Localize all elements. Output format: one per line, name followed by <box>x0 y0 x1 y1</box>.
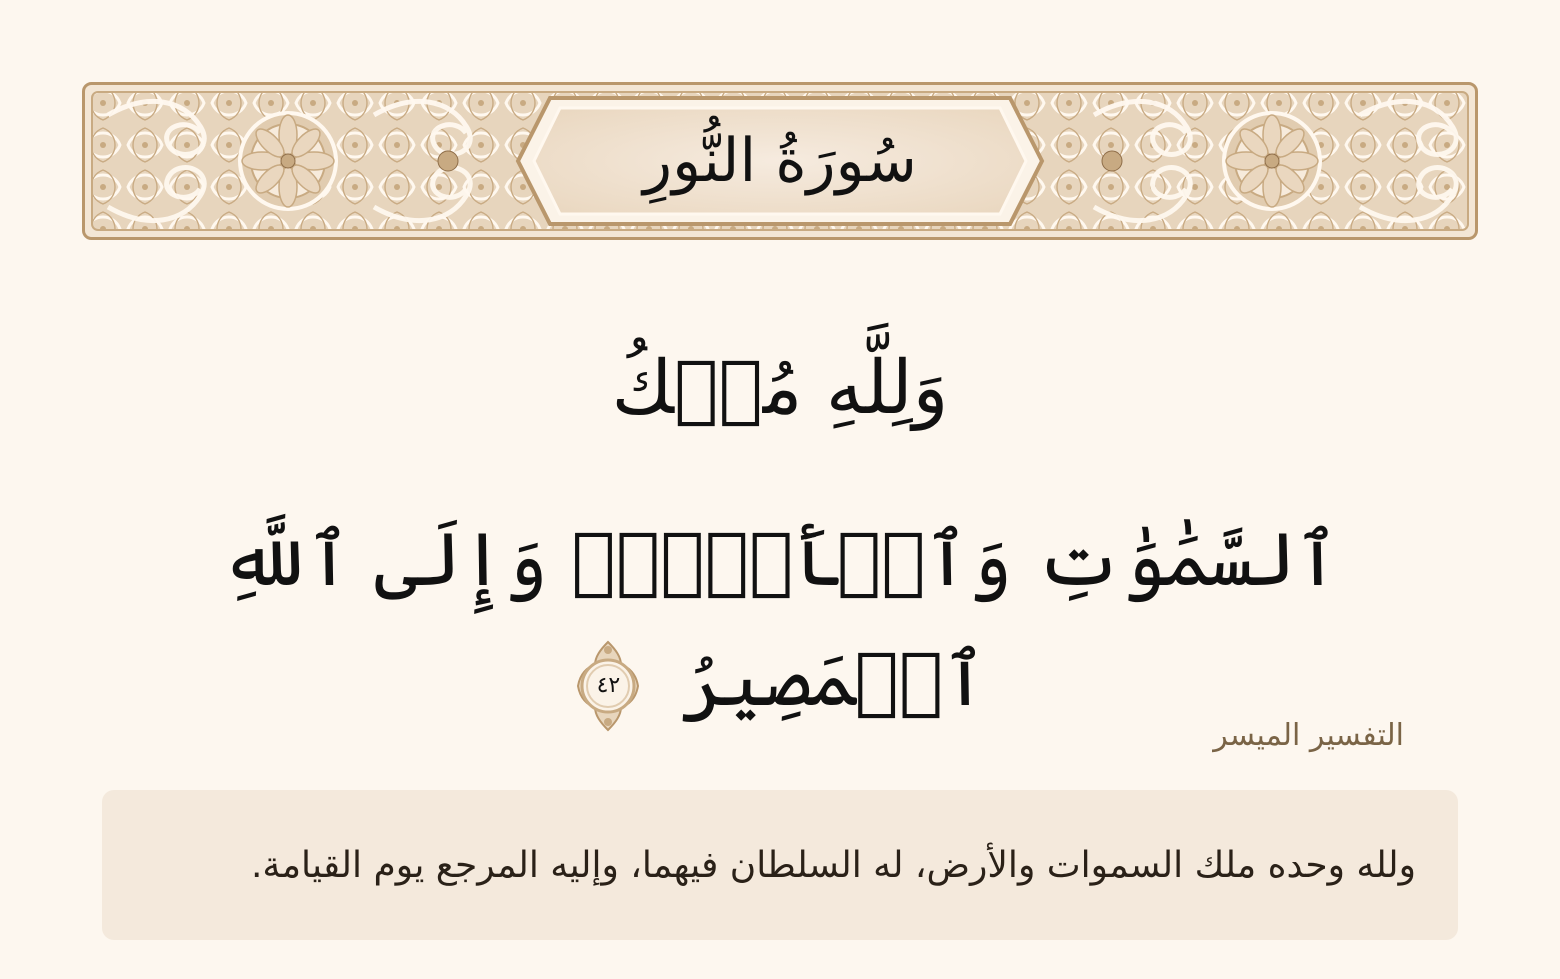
tafsir-heading: التفسير الميسر <box>1213 718 1404 753</box>
ayah-number-marker <box>573 638 643 734</box>
tafsir-text: ولله وحده ملك السموات والأرض، له السلطان فيهما، وإليه المرجع يوم القيامة. <box>250 845 1416 886</box>
verse-line-2 <box>120 500 1440 740</box>
verse-line-1: وَلِلَّهِ مُلۡكُ <box>611 345 949 431</box>
ayah-number: ٤٢ <box>596 672 621 698</box>
tafsir-panel <box>102 790 1458 940</box>
verse-text: ٱلسَّمَٰوَٰتِ وَٱلۡأَرۡضِۖ وَإِلَى ٱللَّهِ ٱلۡمَصِيرُ <box>220 517 1340 723</box>
surah-header-banner <box>82 82 1478 240</box>
surah-title: سُورَةُ النُّورِ <box>643 126 917 196</box>
